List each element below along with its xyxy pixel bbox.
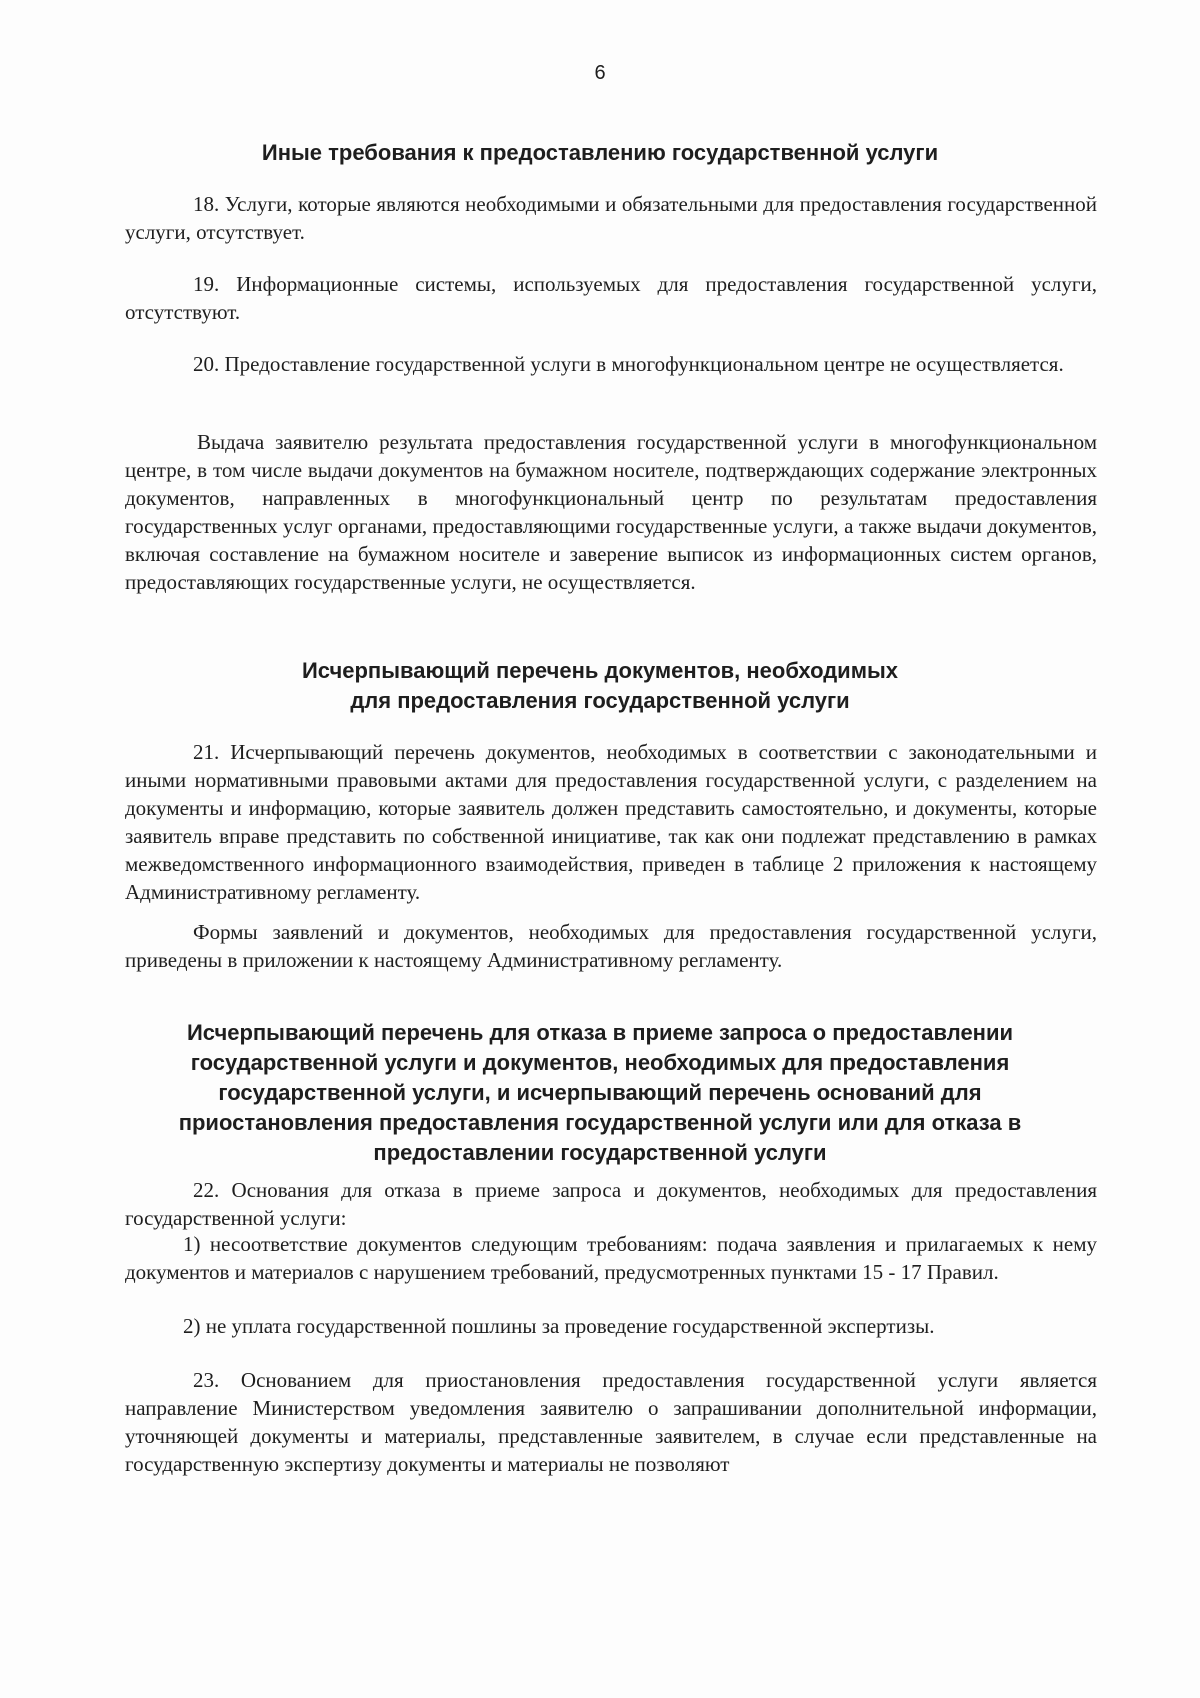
section-heading-other-requirements (0, 138, 1200, 168)
paragraph-22: 22. Основания для отказа в приеме запроса и документов, необходимых для предоставления государственной услуги: (125, 1178, 1097, 1230)
heading-line: государственной услуги, и исчерпывающий перечень оснований для (218, 1080, 982, 1105)
heading-line: приостановления предоставления государственной услуги или для отказа в (178, 1110, 1022, 1135)
heading-line: Иные требования к предоставлению государственной услуги (261, 140, 939, 165)
heading-line: Исчерпывающий перечень документов, необходимых (301, 658, 899, 683)
paragraph-18: 18. Услуги, которые являются необходимыми и обязательными для предоставления государственной услуги, отсутствует. (125, 192, 1097, 244)
paragraph-issuance: Выдача заявителю результата предоставления государственной услуги в многофункциональном центре, в том числе выдачи документов на бумажном носителе, подтверждающих содержание электронных документов, направленных в многофункциональный центр по результатам предоставления государственных услуг органами, предоставляющими государственные услуги, а также выдачи документов, включая составление на бумажном носителе и заверение выписок из информационных систем органов, предоставляющих государственные услуги, не осуществляется. (125, 430, 1097, 594)
paragraph-21: 21. Исчерпывающий перечень документов, необходимых в соответствии с законодательными и иными нормативными правовыми актами для предоставления государственной услуги, с разделением на документы и информацию, которые заявитель должен представить самостоятельно, и документы, которые заявитель вправе представить по собственной инициативе, так как они подлежат представлению в рамках межведомственного информационного взаимодействия, приведен в таблице 2 приложения к настоящему Административному регламенту. (125, 740, 1097, 904)
paragraph-23: 23. Основанием для приостановления предоставления государственной услуги является направление Министерством уведомления заявителю о запрашивании дополнительной информации, уточняющей документы и материалы, представленные заявителем, в случае если представленные на государственную экспертизу документы и материалы не позволяют (125, 1368, 1097, 1476)
heading-line: государственной услуги и документов, необходимых для предоставления (190, 1050, 1010, 1075)
paragraph-forms: Формы заявлений и документов, необходимых для предоставления государственной услуги, приведены в приложении к настоящему Административному регламенту. (125, 920, 1097, 972)
list-item-2: 2) не уплата государственной пошлины за проведение государственной экспертизы. (183, 1314, 935, 1338)
heading-line: предоставлении государственной услуги (373, 1140, 827, 1165)
heading-line: для предоставления государственной услуги (350, 688, 850, 713)
page-number: 6 (594, 62, 606, 84)
section-heading-documents-list (0, 656, 1200, 716)
paragraph-19: 19. Информационные системы, используемых для предоставления государственной услуги, отсутствуют. (125, 272, 1097, 324)
section-heading-refusal-grounds (0, 1018, 1200, 1168)
list-item-1: 1) несоответствие документов следующим требованиям: подача заявления и прилагаемых к нему документов и материалов с нарушением требований, предусмотренных пунктами 15 - 17 Правил. (125, 1232, 1097, 1284)
heading-line: Исчерпывающий перечень для отказа в приеме запроса о предоставлении (186, 1020, 1014, 1045)
paragraph-20: 20. Предоставление государственной услуги в многофункциональном центре не осуществляется. (193, 352, 1064, 376)
